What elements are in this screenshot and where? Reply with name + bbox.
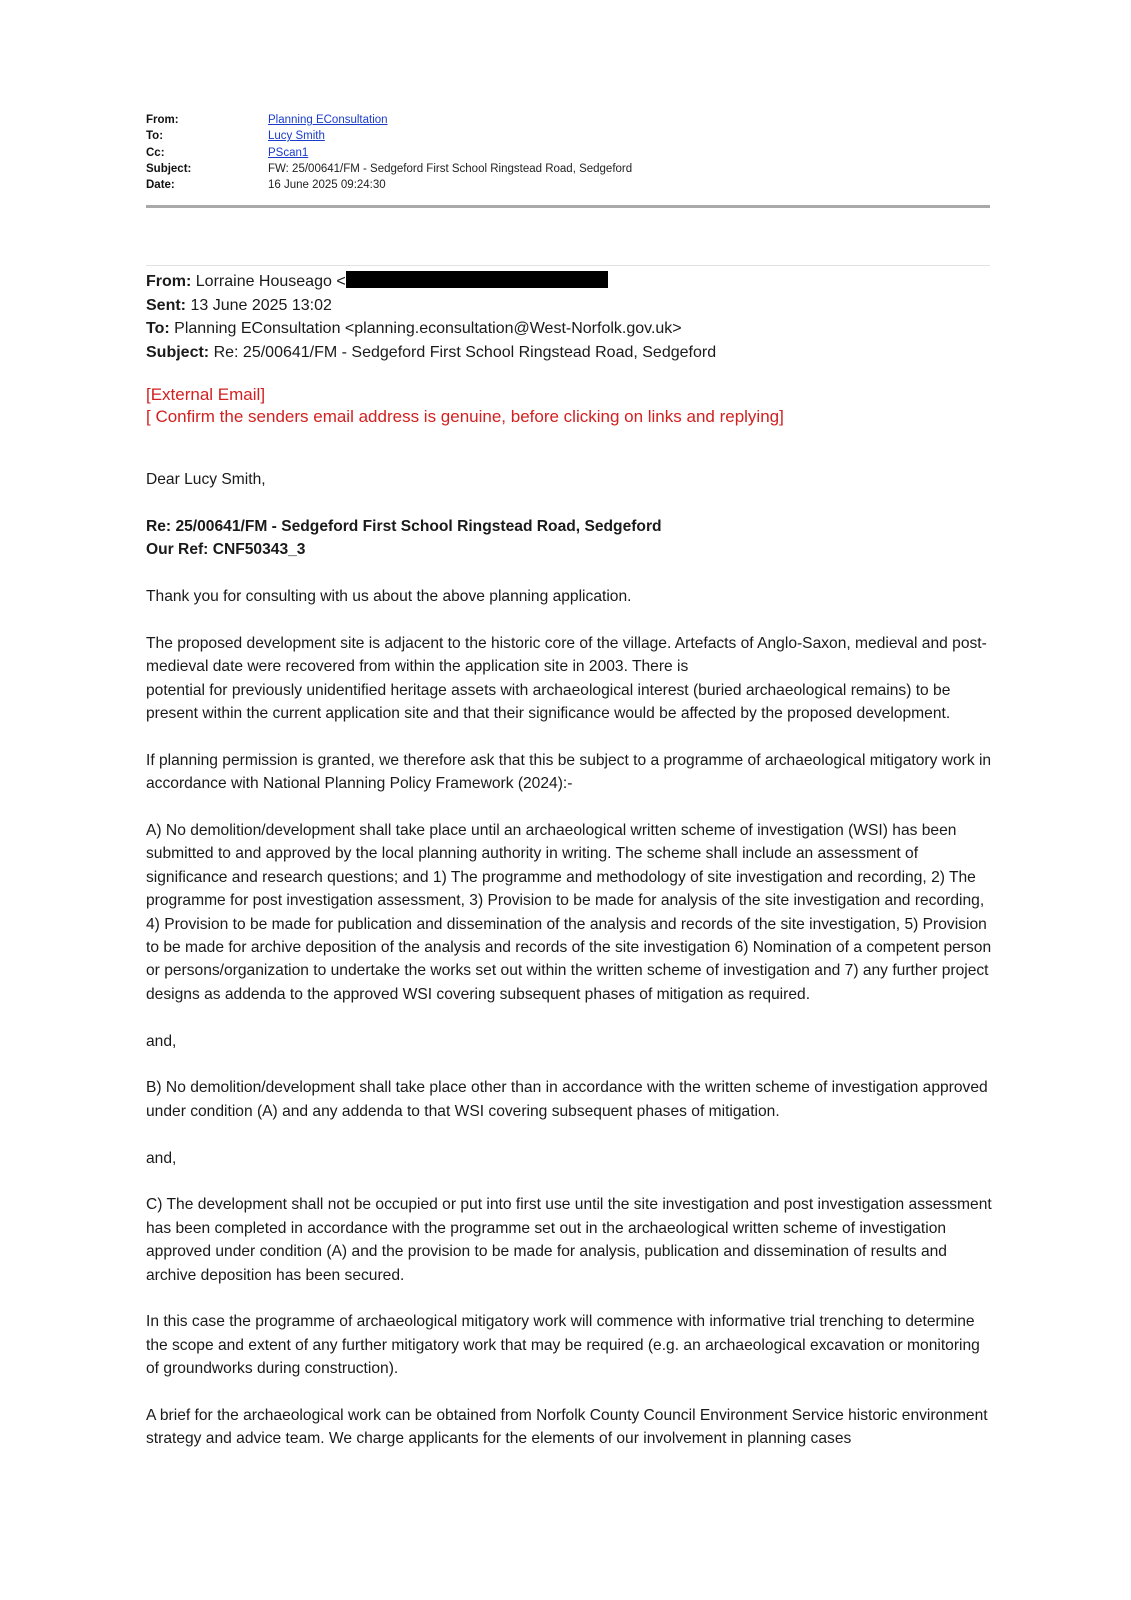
condition-a: A) No demolition/development shall take place until an archaeological written scheme of investigation (WSI) has been submitted to and approved by the local planning authority in writing. The scheme shall include an assessment of significance and research questions; and 1) The programme and methodology of site investigation and recording, 2) The programme for post investigation assessment, 3) Provision to be made for analysis of the site investigation and recording, 4) Provision to be made for publication and dissemination of the analysis and records of the site investigation, 5) Provision to be made for archive deposition of the analysis and records of the site investigation 6) Nomination of a competent person or persons/organization to undertake the works set out within the written scheme of investigation and 7) any further project designs as addenda to the approved WSI covering subsequent phases of mitigation as required. (146, 822, 992, 1003)
forward-date-value: 16 June 2025 09:24:30 (268, 179, 386, 192)
condition-c: C) The development shall not be occupied or put into first use until the site investigation and post investigation assessment has been completed in accordance with the programme set out in the archaeological written scheme of investigation approved under condition (A) and the provision to be made for analysis, publication and dissemination of results and archive deposition has been secured. (146, 1196, 992, 1284)
forward-cc-label: Cc: (146, 146, 165, 159)
forward-to-link[interactable]: Lucy Smith (268, 130, 325, 143)
original-to-label: To: (146, 320, 170, 338)
re-line: Re: 25/00641/FM - Sedgeford First School Ringstead Road, Sedgeford (146, 517, 662, 535)
greeting: Dear Lucy Smith, (146, 471, 266, 488)
warning-line-1: [External Email] (146, 385, 266, 404)
forward-subject-label: Subject: (146, 162, 192, 175)
original-sent-label: Sent: (146, 296, 186, 314)
original-sent-row (146, 294, 1006, 318)
forward-to-label: To: (146, 130, 164, 143)
forward-from-label: From: (146, 114, 179, 126)
forward-date-label: Date: (146, 179, 175, 192)
paragraph-brief: A brief for the archaeological work can be obtained from Norfolk County Council Environment Service historic environment strategy and advice team. We charge applicants for the elements of our involvement in planning cases (146, 1407, 988, 1448)
original-subject-row (146, 341, 1006, 365)
paragraph-permission: If planning permission is granted, we therefore ask that this be subject to a programme of archaeological mitigatory work in accordance with National Planning Policy Framework (2024):- (146, 751, 992, 793)
reference-block (146, 515, 996, 562)
original-from-row (146, 270, 1006, 294)
forward-cc-row (146, 145, 990, 161)
original-to-row (146, 317, 1006, 341)
original-sent-value: 13 June 2025 13:02 (190, 296, 332, 314)
forward-to-row (146, 128, 990, 144)
our-ref: Our Ref: CNF50343_3 (146, 541, 306, 559)
forward-subject-row (146, 161, 990, 177)
forward-subject-value: FW: 25/00641/FM - Sedgeford First School Ringstead Road, Sedgeford (268, 162, 633, 175)
paragraph-thanks: Thank you for consulting with us about the above planning application. (146, 588, 632, 605)
original-to-value: Planning EConsultation <planning.econsultation@West-Norfolk.gov.uk> (174, 320, 682, 338)
paragraph-site-part-1: The proposed development site is adjacent to the historic core of the village. Artefacts of Anglo-Saxon, medieval and post-medieval date were recovered from within the application site in 2003. There is (146, 634, 987, 676)
original-from-label: From: (146, 273, 192, 290)
forward-header (146, 112, 990, 193)
original-header (146, 270, 1006, 364)
and-separator-2: and, (146, 1149, 177, 1167)
redaction-block (346, 271, 608, 288)
email-body (146, 468, 996, 1474)
paragraph-site (146, 632, 996, 726)
forward-from-row (146, 112, 990, 128)
paragraph-trial-trenching: In this case the programme of archaeological mitigatory work will commence with informative trial trenching to determine the scope and extent of any further mitigatory work that may be required (e.g. an archaeological excavation or monitoring of groundworks during construction). (146, 1313, 980, 1378)
and-separator-1: and, (146, 1032, 177, 1050)
external-email-warning (146, 384, 1026, 427)
original-subject-value: Re: 25/00641/FM - Sedgeford First School Ringstead Road, Sedgeford (213, 343, 717, 361)
warning-line-2: [ Confirm the senders email address is genuine, before clicking on links and replying] (146, 406, 784, 426)
header-divider (146, 205, 990, 208)
original-subject-label: Subject: (146, 343, 210, 361)
forward-cc-link[interactable]: PScan1 (268, 146, 309, 159)
forward-date-row (146, 177, 990, 193)
original-from-value: Lorraine Houseago < (195, 273, 346, 290)
thin-divider (146, 265, 990, 266)
forward-from-link[interactable]: Planning EConsultation (268, 114, 388, 126)
condition-b: B) No demolition/development shall take place other than in accordance with the written scheme of investigation approved under condition (A) and any addenda to that WSI covering subsequent phases of mitigation. (146, 1079, 988, 1120)
paragraph-site-part-2: potential for previously unidentified heritage assets with archaeological interest (buried archaeological remains) to be present within the current application site and that their significance would be affected by the proposed development. (146, 681, 951, 723)
